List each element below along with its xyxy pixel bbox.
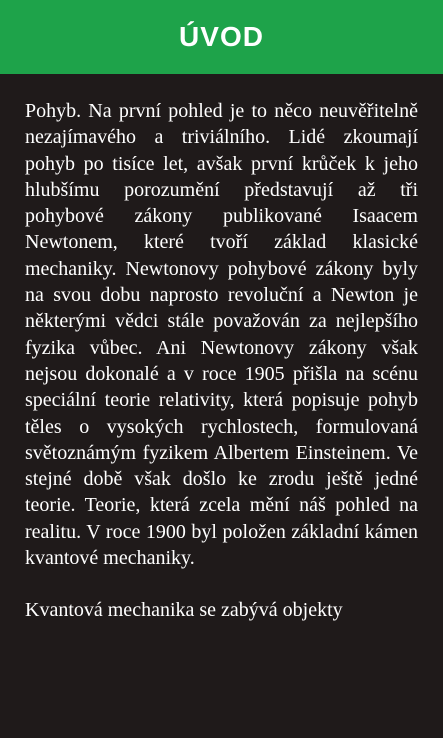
paragraph-quantum: Kvantová mechanika se zabývá objekty (25, 599, 343, 622)
header-bar (0, 0, 443, 74)
page-title: ÚVOD (179, 21, 264, 52)
paragraph-intro: Pohyb. Na první pohled je to něco neuvěřitelně nezajímavého a triviálního. Lidé zkoumají pohyb po tisíce let, avšak první krůček k jeho hlubšímu porozumění představují až tři pohybové zákony publikované Isaacem Newtonem, které tvoří základ klasické mechaniky. Newtonovy pohybové zákony byly na svou dobu naprosto revoluční a Newton je některými vědci stále považován za nejlepšího fyzika vůbec. Ani Newtonovy zákony však nejsou dokonalé a v roce 1905 přišla na scénu speciální teorie relativity, která popisuje pohyb těles o vysokých rychlostech, formulovaná světoznámým fyzikem Albertem Einsteinem. Ve stejné době však došlo ke zrodu ještě jedné teorie. Teorie, která zcela mění náš pohled na realitu. V roce 1900 byl položen základní kámen kvantové mechaniky. (25, 100, 418, 570)
article-content[interactable] (25, 98, 418, 738)
